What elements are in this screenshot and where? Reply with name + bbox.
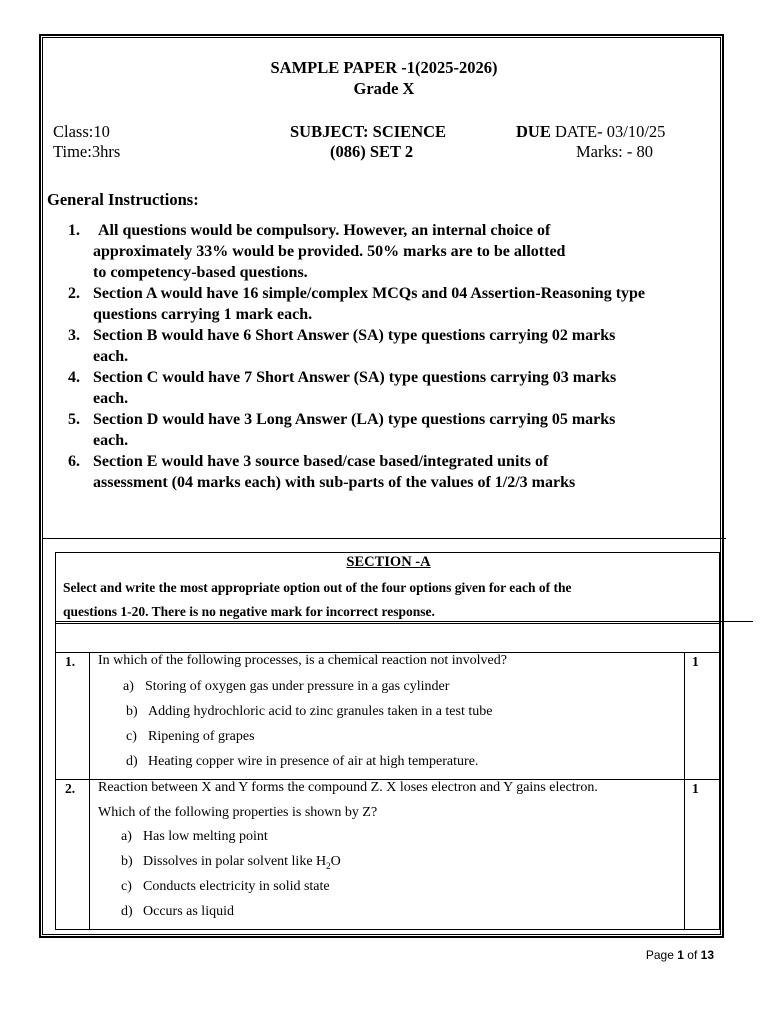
instruction-item (68, 283, 723, 325)
description-line: questions 1-20. There is no negative mark for incorrect response. (63, 604, 435, 619)
column-divider (89, 653, 90, 929)
instruction-line: Section C would have 7 Short Answer (SA) type questions carrying 03 marks (93, 369, 617, 386)
instruction-number: 4. (68, 369, 80, 386)
spacer-row (55, 624, 720, 653)
option-item (121, 829, 268, 845)
page-total: 13 (700, 948, 714, 962)
instruction-line: each. (93, 390, 129, 407)
option-item (121, 879, 330, 895)
instruction-line: assessment (04 marks each) with sub-parts of the values of 1/2/3 marks (93, 474, 576, 491)
instruction-item (68, 220, 723, 283)
option-text: Conducts electricity in solid state (143, 879, 330, 894)
instruction-number: 5. (68, 411, 80, 428)
section-a-header (55, 552, 720, 624)
header-divider (42, 538, 726, 539)
subject-label: SUBJECT: SCIENCE (290, 122, 447, 141)
subject-code: (086) SET 2 (330, 142, 414, 161)
instruction-line: questions carrying 1 mark each. (93, 306, 313, 323)
due-value: DATE- 03/10/25 (554, 122, 666, 141)
option-letter: a) (121, 829, 132, 844)
option-letter: b) (126, 704, 138, 719)
question-marks: 1 (692, 654, 699, 669)
page-label: Page (645, 948, 674, 962)
column-divider (684, 653, 685, 929)
option-item (121, 904, 234, 920)
time-label: Time:3hrs (53, 142, 121, 161)
question-text: Reaction between X and Y forms the compound Z. X loses electron and Y gains electron. (98, 780, 598, 795)
instruction-line: All questions would be compulsory. However, an internal choice of (98, 222, 551, 239)
instruction-number: 6. (68, 453, 80, 470)
page-current: 1 (677, 948, 684, 962)
due-label: DUE (516, 122, 551, 141)
paper-title: SAMPLE PAPER -1(2025-2026) (270, 58, 498, 77)
instruction-line: Section E would have 3 source based/case based/integrated units of (93, 453, 549, 470)
instruction-line: approximately 33% would be provided. 50% marks are to be allotted (93, 243, 566, 260)
instruction-line: each. (93, 348, 129, 365)
option-item (126, 704, 492, 720)
instruction-line: each. (93, 432, 129, 449)
option-text: Ripening of grapes (148, 729, 255, 744)
question-text: In which of the following processes, is a chemical reaction not involved? (98, 653, 507, 668)
instruction-line: Section A would have 16 simple/complex MCQs and 04 Assertion-Reasoning type (93, 285, 646, 302)
question-text-line2: Which of the following properties is shown by Z? (98, 805, 378, 820)
option-text: Adding hydrochloric acid to zinc granules taken in a test tube (148, 704, 493, 719)
option-letter: a) (123, 679, 134, 694)
due-date (516, 122, 665, 142)
section-a-title: SECTION -A (346, 554, 431, 570)
option-letter: b) (121, 854, 133, 869)
instruction-line: Section D would have 3 Long Answer (LA) type questions carrying 05 marks (93, 411, 616, 428)
option-text-tail: O (330, 854, 341, 869)
question-table (55, 652, 720, 930)
grade-label: Grade X (353, 79, 415, 98)
instruction-item (68, 325, 723, 367)
option-letter: d) (121, 904, 133, 919)
description-line: Select and write the most appropriate option out of the four options given for each of the (63, 580, 572, 595)
option-text: Heating copper wire in presence of air at high temperature. (148, 754, 479, 769)
option-text: Storing of oxygen gas under pressure in a gas cylinder (145, 679, 450, 694)
instruction-line: Section B would have 6 Short Answer (SA) type questions carrying 02 marks (93, 327, 616, 344)
subscript: 2 (326, 860, 331, 871)
section-a-description (63, 576, 713, 624)
page-footer (646, 948, 714, 962)
option-item (123, 679, 449, 695)
option-letter: c) (121, 879, 132, 894)
question-marks: 1 (692, 781, 699, 796)
instructions-list (68, 220, 723, 493)
instruction-item (68, 451, 723, 493)
option-text: Occurs as liquid (143, 904, 234, 919)
instruction-number: 2. (68, 285, 80, 302)
section-divider-line (55, 621, 753, 622)
instruction-line: to competency-based questions. (93, 264, 308, 281)
instruction-number: 3. (68, 327, 80, 344)
instruction-number: 1. (68, 222, 80, 239)
option-letter: d) (126, 754, 138, 769)
option-item (121, 854, 341, 871)
option-item (126, 754, 478, 770)
instruction-item (68, 367, 723, 409)
instruction-item (68, 409, 723, 451)
option-text: Dissolves in polar solvent like H (143, 854, 327, 869)
of-label: of (687, 948, 698, 962)
question-number: 2. (65, 781, 76, 796)
class-label: Class:10 (53, 122, 110, 141)
option-letter: c) (126, 729, 137, 744)
question-number: 1. (65, 654, 76, 669)
option-text: Has low melting point (143, 829, 268, 844)
option-item (126, 729, 255, 745)
instructions-heading: General Instructions: (47, 190, 199, 209)
marks-label: Marks: - 80 (576, 142, 653, 161)
